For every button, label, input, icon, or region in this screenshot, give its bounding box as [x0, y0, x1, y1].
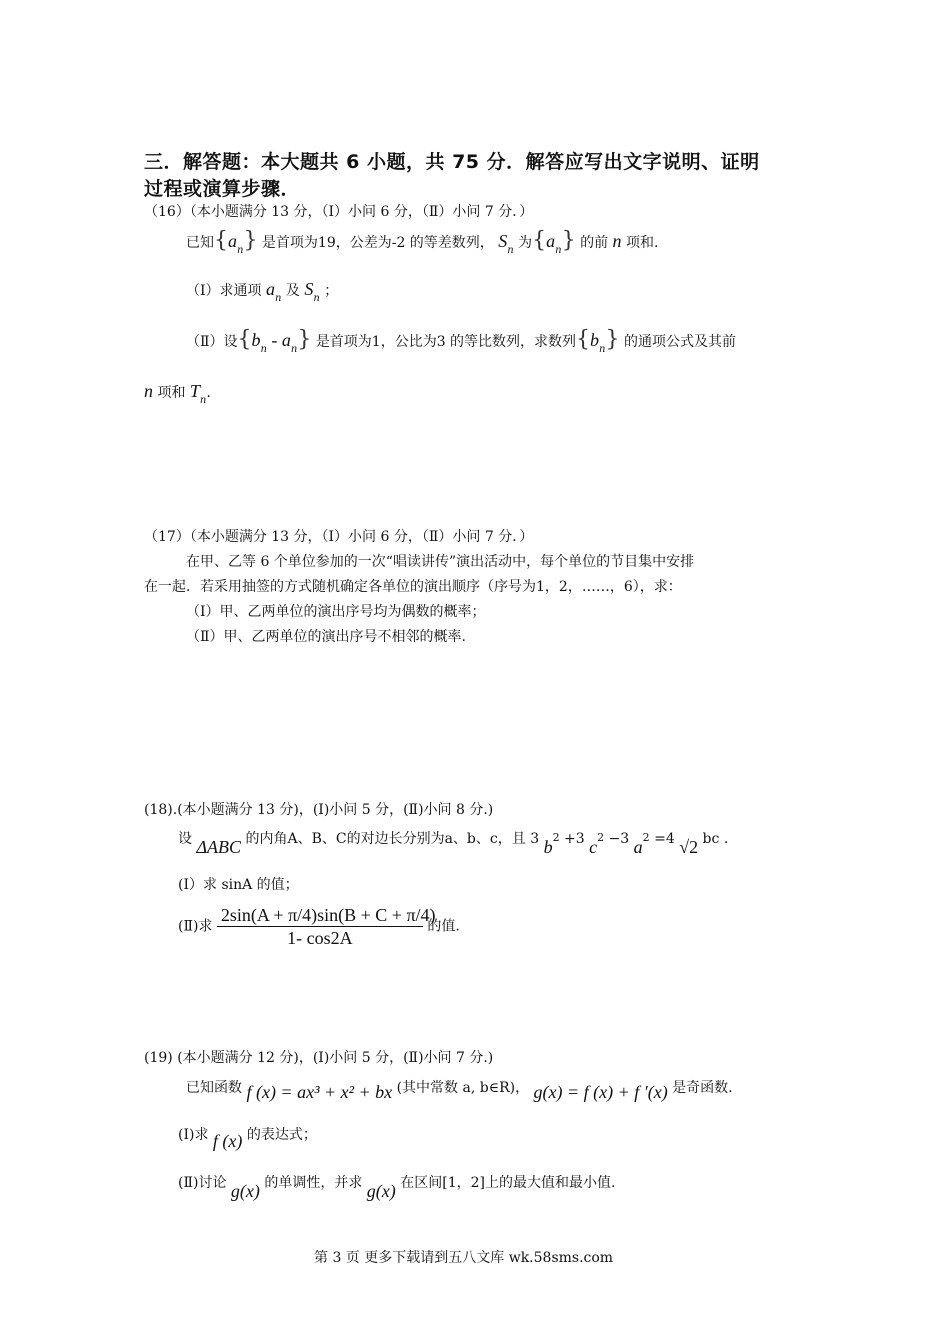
q16-part2-cont	[144, 382, 211, 404]
fraction-denominator: 1- cos2A	[287, 928, 353, 948]
section-title-line1: 三．解答题：本大题共 6 小题，共 75 分．解答应写出文字说明、证明	[144, 151, 760, 173]
right-brace: }	[297, 327, 312, 352]
math-delta-abc: ΔABC	[196, 837, 242, 857]
sub-n: n	[199, 395, 207, 406]
math-S: S	[304, 279, 314, 299]
text: (其中常数 a, b∈R)，	[396, 1080, 530, 1096]
left-brace: {	[576, 327, 591, 352]
left-brace: {	[214, 228, 228, 253]
q16-line1	[186, 228, 659, 256]
text: （Ⅰ）求通项	[186, 283, 262, 299]
text: .	[206, 385, 211, 401]
text: 在区间[1，2]上的最大值和最小值.	[400, 1175, 616, 1191]
text: 的前	[580, 235, 609, 251]
sub-n: n	[507, 245, 514, 256]
text: 的单调性，并求	[264, 1175, 363, 1191]
sub-n: n	[237, 245, 244, 256]
math-f-definition: f (x) = ax³ + x² + bx	[246, 1082, 393, 1102]
text: (Ⅱ)求	[178, 918, 213, 935]
minus-3: −3	[608, 831, 630, 847]
q17-line2: 在一起．若采用抽签的方式随机确定各单位的演出顺序（序号为1，2，……，6），求：	[144, 579, 682, 595]
math-b: b	[251, 330, 261, 350]
text: 的值.	[427, 918, 460, 935]
math-g: g(x)	[366, 1181, 396, 1201]
math-a: a	[546, 231, 556, 251]
math-c: c	[589, 837, 598, 857]
math-a: a	[265, 279, 275, 299]
sub-n: n	[313, 293, 320, 304]
math-n: n	[612, 231, 622, 251]
text: 的通项公式及其前	[623, 334, 736, 350]
q18-line1	[178, 828, 729, 857]
text: ；	[324, 283, 339, 299]
math-a: a	[633, 837, 643, 857]
text: 是首项为1，公比为3 的等比数列，求数列	[315, 334, 577, 350]
minus-sign: -	[271, 330, 278, 350]
q18-part2	[178, 906, 460, 947]
text: 是首项为19，公差为-2 的等差数列，	[261, 235, 494, 251]
math-n: n	[144, 381, 153, 401]
page-footer: 第 3 页 更多下载请到五八文库 wk.58sms.com	[314, 1250, 614, 1266]
text-dot: .	[723, 831, 729, 847]
text: 设	[178, 831, 192, 847]
sqrt-2: √2	[679, 837, 699, 857]
left-brace: {	[532, 228, 547, 253]
math-b: b	[590, 330, 600, 350]
q18-part1: (Ⅰ）求 sinA 的值；	[178, 877, 299, 893]
equals-4: =4	[654, 831, 675, 847]
q17-part1: （Ⅰ）甲、乙两单位的演出序号均为偶数的概率；	[186, 604, 486, 620]
q19-line1	[186, 1077, 733, 1102]
text: 项和.	[625, 235, 659, 251]
sub-n: n	[555, 245, 562, 256]
math-f: f (x)	[212, 1131, 243, 1151]
text: (Ⅱ)讨论	[178, 1175, 227, 1191]
math-g-definition: g(x) = f (x) + f ′(x)	[533, 1082, 668, 1102]
q16-header: （16）（本小题满分 13 分，（Ⅰ）小问 6 分，（Ⅱ）小问 7 分．）	[144, 204, 534, 220]
text: 为	[518, 235, 533, 251]
math-g: g(x)	[230, 1181, 260, 1201]
q17-header: （17）（本小题满分 13 分，（Ⅰ）小问 6 分，（Ⅱ）小问 7 分．）	[144, 529, 534, 545]
fraction-numerator: 2sin(A + π/4)sin(B + C + π/4)	[217, 906, 423, 927]
q17-part2: （Ⅱ）甲、乙两单位的演出序号不相邻的概率.	[186, 629, 466, 645]
right-brace: }	[561, 228, 576, 253]
plus-3: +3	[564, 831, 585, 847]
sub-n: n	[260, 344, 267, 355]
sup-2: 2	[597, 831, 605, 844]
left-brace: {	[237, 327, 252, 352]
math-b: b	[543, 837, 553, 857]
q19-part2	[178, 1172, 616, 1201]
expression-fraction	[217, 905, 436, 948]
text: 已知	[186, 235, 214, 251]
section-title-line2: 过程或演算步骤．	[144, 178, 301, 200]
q18-header: (18).(本小题满分 13 分)，(Ⅰ)小问 5 分，(Ⅱ)小问 8 分.)	[144, 802, 494, 818]
coef-3: 3	[530, 831, 540, 847]
text: 的表达式；	[246, 1127, 317, 1143]
q16-part1	[186, 280, 338, 302]
sub-n: n	[290, 344, 298, 355]
text: （Ⅱ）设	[186, 334, 238, 350]
q17-line1: 在甲、乙等 6 个单位参加的一次“唱读讲传”演出活动中，每个单位的节目集中安排	[186, 554, 695, 570]
math-T: T	[189, 381, 200, 401]
math-S: S	[498, 231, 508, 251]
sub-n: n	[274, 293, 282, 304]
math-a: a	[281, 330, 291, 350]
text: 是奇函数.	[672, 1080, 733, 1096]
q16-part2	[186, 327, 736, 355]
right-brace: }	[243, 228, 258, 253]
text: (Ⅰ)求	[178, 1127, 209, 1143]
q19-part1	[178, 1124, 317, 1151]
sup-2: 2	[642, 831, 650, 844]
text: 项和	[157, 385, 186, 401]
text: 及	[285, 283, 300, 299]
text-bc: bc	[702, 831, 720, 847]
text: 已知函数	[186, 1080, 242, 1096]
q19-header: (19) (本小题满分 12 分)，(Ⅰ)小问 5 分，(Ⅱ)小问 7 分.)	[144, 1050, 494, 1066]
math-a: a	[228, 231, 237, 251]
sub-n: n	[599, 344, 606, 355]
sup-2: 2	[552, 831, 560, 844]
text: 的内角A、B、C的对边长分别为a、b、c，且	[245, 831, 526, 847]
right-brace: }	[605, 327, 620, 352]
